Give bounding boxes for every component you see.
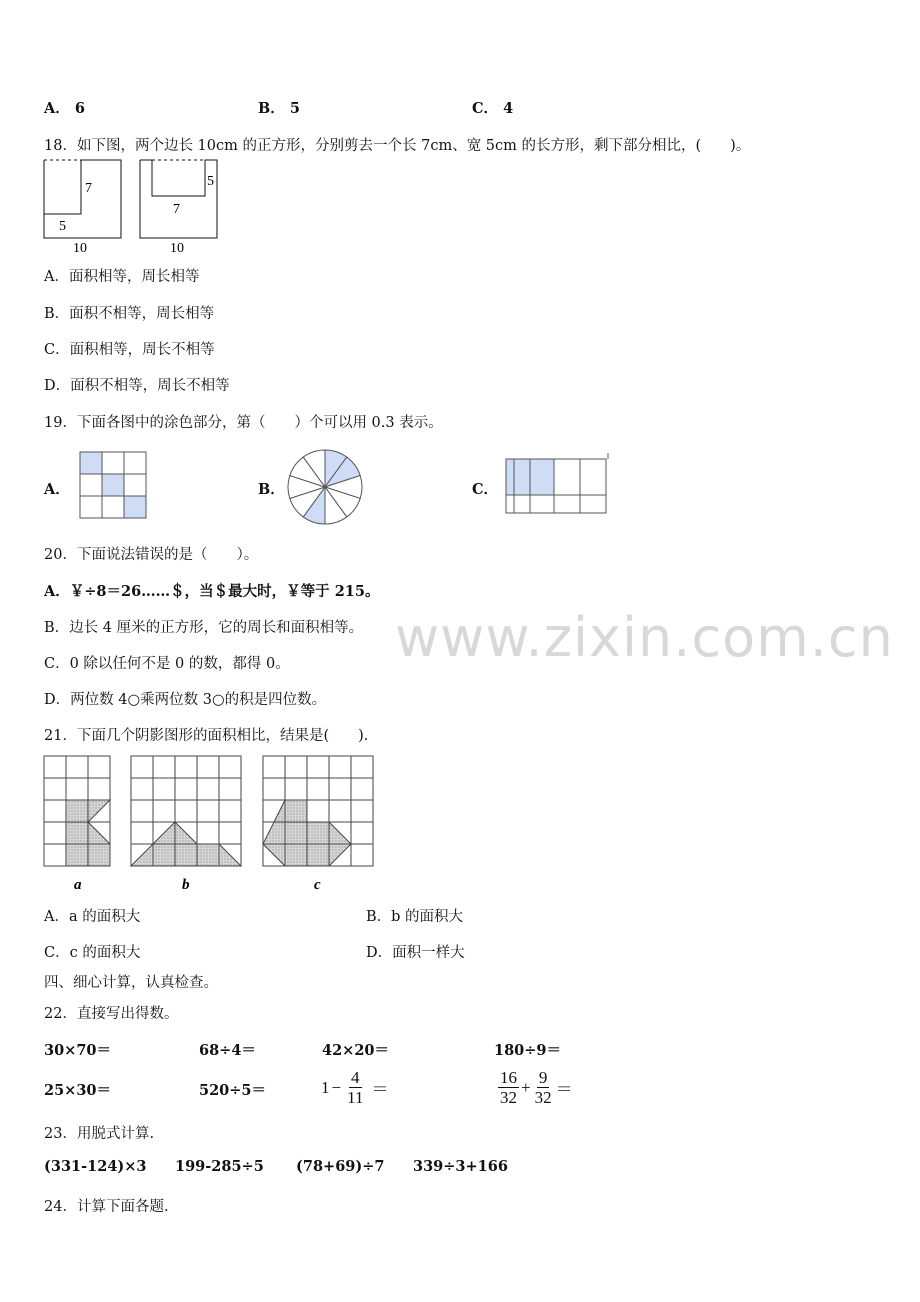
denominator: 32 <box>500 1088 517 1107</box>
left-bottom-label: 5 <box>59 219 66 234</box>
right-bottom-label: 7 <box>173 202 180 217</box>
left-side-label: 7 <box>85 181 92 196</box>
q21-option-d[interactable]: D．面积一样大 <box>366 945 465 961</box>
option-label: C． <box>472 100 499 117</box>
equals-sign: ＝ <box>371 1080 389 1099</box>
option-label: B． <box>258 100 285 117</box>
q19-option-b-label[interactable]: B． <box>258 481 285 498</box>
q23-item: (78+69)÷7 <box>296 1158 385 1175</box>
q19-option-c-label[interactable]: C． <box>472 481 499 498</box>
q19-question: 19．下面各图中的涂色部分，第（ ）个可以用 0.3 表示。 <box>44 415 443 431</box>
equals-sign: ＝ <box>555 1080 573 1099</box>
q19-figure-b-circle <box>285 447 365 527</box>
q19-option-a-label[interactable]: A． <box>44 481 70 498</box>
q18-option-b[interactable]: B．面积不相等，周长相等 <box>44 306 215 322</box>
q21-question: 21．下面几个阴影图形的面积相比，结果是( ). <box>44 728 369 744</box>
q20-question: 20．下面说法错误的是（ ）。 <box>44 547 259 563</box>
fraction <box>345 1068 365 1107</box>
numerator: 16 <box>500 1068 517 1087</box>
q21-option-c[interactable]: C．c 的面积大 <box>44 945 141 961</box>
right-width-label: 10 <box>170 241 184 256</box>
q23-item: 199-285÷5 <box>175 1158 264 1175</box>
q18-option-d[interactable]: D．面积不相等，周长不相等 <box>44 378 230 394</box>
q21-option-a[interactable]: A．a 的面积大 <box>44 909 141 925</box>
watermark: www.zixin.com.cn <box>395 606 894 669</box>
numerator: 4 <box>351 1068 360 1087</box>
option-text: 6 <box>74 100 85 117</box>
figure-label-a: a <box>74 877 82 893</box>
q20-option-c[interactable]: C．0 除以任何不是 0 的数，都得 0。 <box>44 656 290 672</box>
numerator: 9 <box>538 1068 548 1087</box>
q20-option-d[interactable]: D．两位数 4○乘两位数 3○的积是四位数。 <box>44 692 327 708</box>
q20-option-a[interactable]: A．￥÷8＝26……＄，当＄最大时，￥等于 215。 <box>44 583 380 600</box>
whole-number: 1 <box>321 1077 330 1097</box>
operator: + <box>521 1077 531 1097</box>
q18-question: 18．如下图，两个边长 10cm 的正方形，分别剪去一个长 7cm、宽 5cm 的长方形，剩下部分相比，( )。 <box>44 138 751 154</box>
q22-item: 180÷9＝ <box>494 1042 562 1059</box>
q19-figure-a-grid <box>78 450 148 520</box>
q24-question: 24．计算下面各题. <box>44 1199 169 1215</box>
q23-item: (331-124)×3 <box>44 1158 147 1175</box>
fraction <box>498 1068 519 1107</box>
q20-option-b[interactable]: B．边长 4 厘米的正方形，它的周长和面积相等。 <box>44 620 364 636</box>
q17-option-a[interactable] <box>44 97 85 118</box>
left-width-label: 10 <box>73 241 87 256</box>
q19-figure-c-bar <box>504 452 610 516</box>
fraction <box>533 1068 554 1107</box>
option-text: 4 <box>503 100 514 117</box>
q23-item: 339÷3+166 <box>413 1158 508 1175</box>
q18-option-c[interactable]: C．面积相等，周长不相等 <box>44 342 215 358</box>
q17-option-c[interactable] <box>472 97 513 118</box>
q18-figure <box>36 154 236 256</box>
q22-item: 42×20＝ <box>322 1042 390 1059</box>
denominator: 11 <box>347 1088 364 1107</box>
operator: − <box>331 1077 342 1097</box>
q17-option-b[interactable] <box>258 97 300 118</box>
option-text: 5 <box>289 100 300 117</box>
denominator: 32 <box>534 1088 552 1107</box>
q21-option-b[interactable]: B．b 的面积大 <box>366 909 464 925</box>
q22-fraction-expression-1 <box>321 1068 388 1107</box>
q22-fraction-expression-2 <box>496 1068 573 1107</box>
q22-question: 22．直接写出得数。 <box>44 1006 179 1022</box>
q22-item: 25×30＝ <box>44 1082 112 1099</box>
right-side-label: 5 <box>207 174 214 189</box>
option-label: A． <box>44 100 70 117</box>
q22-item: 520÷5＝ <box>199 1082 267 1099</box>
q22-item: 30×70＝ <box>44 1042 112 1059</box>
section4-title: 四、细心计算，认真检查。 <box>44 975 218 991</box>
q18-option-a[interactable]: A．面积相等，周长相等 <box>44 269 200 285</box>
figure-label-b: b <box>182 877 190 893</box>
q23-question: 23．用脱式计算. <box>44 1126 155 1142</box>
q21-figures <box>40 752 380 894</box>
figure-label-c: c <box>314 877 321 893</box>
q22-item: 68÷4＝ <box>199 1042 256 1059</box>
